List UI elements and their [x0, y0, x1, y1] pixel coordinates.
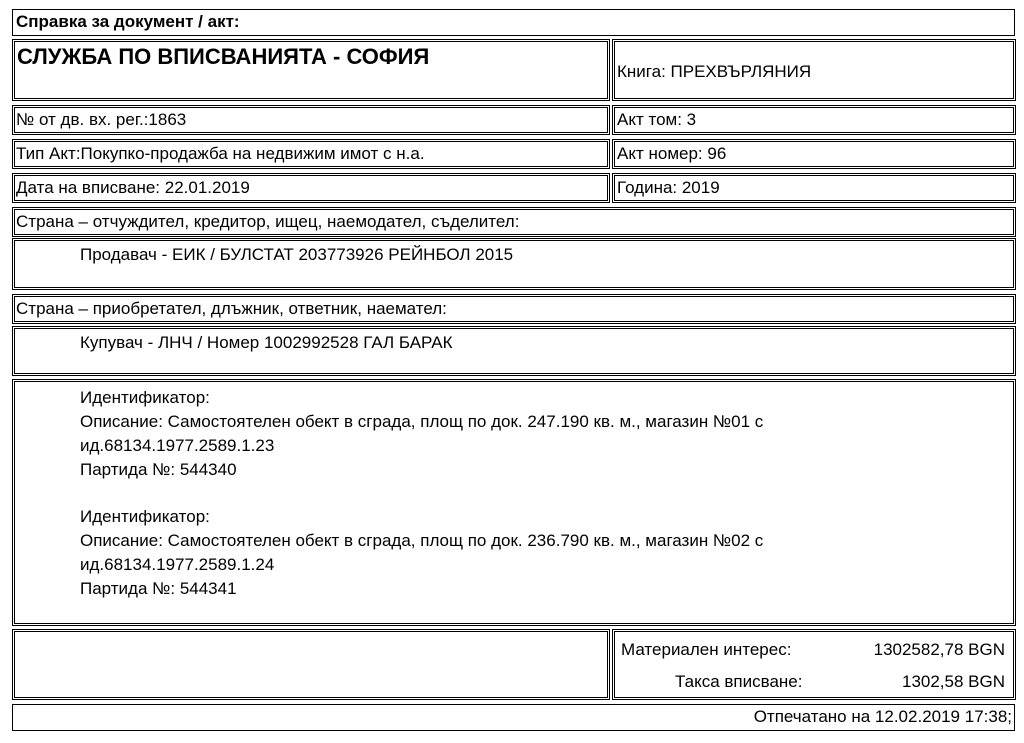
entry-date: Дата на вписване: 22.01.2019 — [16, 178, 250, 197]
interest-label: Материален интерес: — [621, 640, 792, 659]
property-2-description-cont: ид.68134.1977.2589.1.24 — [80, 555, 275, 574]
reg-no: № от дв. вх. рег.:1863 — [16, 110, 187, 129]
fee-label: Такса вписване: — [675, 672, 803, 691]
property-2-description: Описание: Самостоятелен обект в сграда, площ по док. 236.790 кв. м., магазин №02 с — [80, 531, 764, 550]
property-2-identifier: Идентификатор: — [80, 507, 210, 526]
property-1-identifier: Идентификатор: — [80, 388, 210, 407]
act-volume: Акт том: 3 — [617, 110, 697, 129]
party1-value: Продавач - ЕИК / БУЛСТАТ 203773926 РЕЙНБОЛ 2015 — [80, 245, 514, 264]
party2-label: Страна – приобретател, длъжник, ответник, наемател: — [16, 299, 447, 318]
property-1-partida: Партида №: 544340 — [80, 460, 237, 479]
office-name: СЛУЖБА ПО ВПИСВАНИЯТА - СОФИЯ — [17, 44, 430, 69]
act-type: Тип Акт:Покупко-продажба на недвижим имот с н.а. — [16, 144, 425, 163]
fees-left-box — [14, 631, 608, 698]
document-header: Справка за документ / акт: — [16, 12, 240, 31]
act-number: Акт номер: 96 — [617, 144, 727, 163]
property-2-partida: Партида №: 544341 — [80, 579, 237, 598]
fee-value: 1302,58 BGN — [901, 672, 1005, 691]
printed-timestamp: Отпечатано на 12.02.2019 17:38; — [753, 707, 1012, 726]
party2-value: Купувач - ЛНЧ / Номер 1002992528 ГАЛ БАРАК — [80, 333, 453, 352]
book-label: Книга: ПРЕХВЪРЛЯНИЯ — [617, 62, 812, 81]
interest-value: 1302582,78 BGN — [873, 640, 1005, 659]
property-1-description-cont: ид.68134.1977.2589.1.23 — [80, 436, 275, 455]
property-1-description: Описание: Самостоятелен обект в сграда, площ по док. 247.190 кв. м., магазин №01 с — [80, 412, 764, 431]
act-year: Година: 2019 — [617, 178, 720, 197]
party1-label: Страна – отчуждител, кредитор, ищец, наемодател, съделител: — [16, 212, 520, 231]
